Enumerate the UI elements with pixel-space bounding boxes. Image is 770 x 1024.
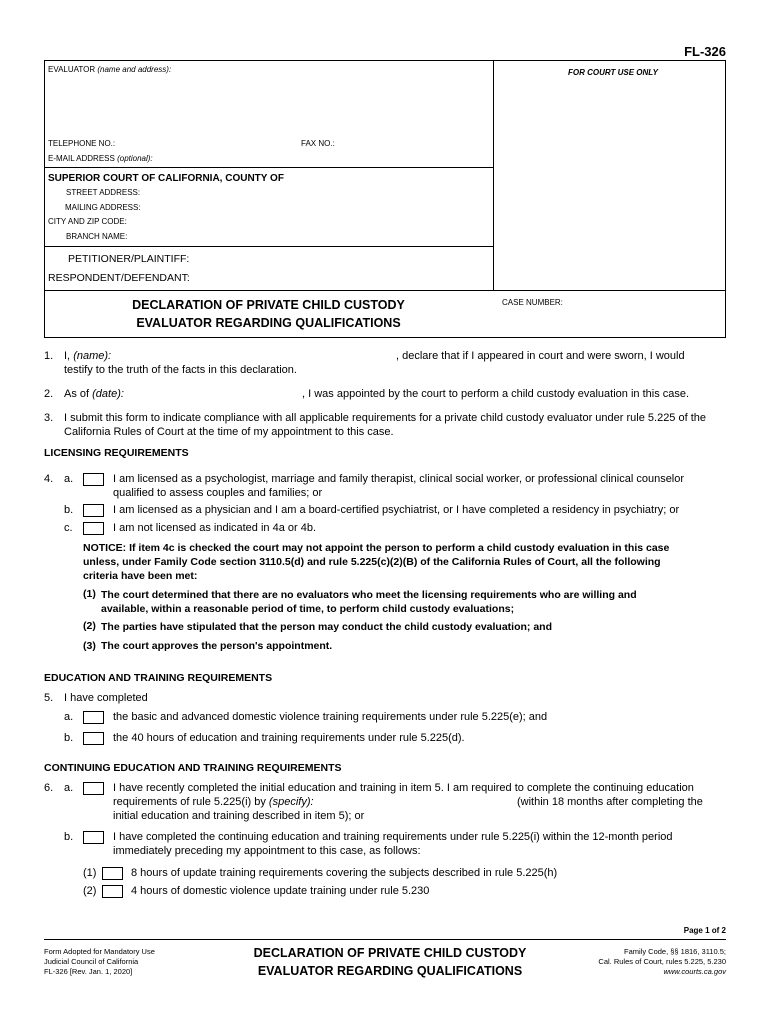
item-3-number: 3.	[44, 412, 54, 424]
item-4-number: 4.	[44, 473, 54, 485]
court-use-divider	[493, 60, 494, 290]
item-6a-letter: a.	[64, 782, 74, 794]
item-4b-letter: b.	[64, 504, 74, 516]
website-link[interactable]: www.courts.ca.gov	[663, 967, 726, 976]
item-4a-text-2: qualified to assess couples and families; or	[113, 487, 323, 499]
criterion-3-text: The court approves the person's appointment.	[101, 640, 333, 652]
item-5a-letter: a.	[64, 711, 74, 723]
item-6a-text: I have recently completed the initial education and training in item 5. I am required to complete the continuing education	[113, 782, 694, 794]
item-5b-letter: b.	[64, 732, 74, 744]
item-6b2-text: 4 hours of domestic violence update training under rule 5.230	[131, 885, 430, 897]
item-6-number: 6.	[44, 782, 54, 794]
item-6a-text-2: requirements of rule 5.225(i) by (specify):	[113, 796, 314, 808]
telephone-label: TELEPHONE NO.:	[48, 139, 116, 148]
notice-text-2: unless, under Family Code section 3110.5(d) and rule 5.225(c)(2)(B) of the California Rules of Court, all the following	[83, 556, 661, 568]
footer-title: DECLARATION OF PRIVATE CHILD CUSTODY EVALUATOR REGARDING QUALIFICATIONS	[253, 946, 527, 978]
criterion-1-text-2: available, within a reasonable period of time, to perform child custody evaluations;	[101, 603, 515, 615]
item-5b-checkbox[interactable]	[83, 732, 104, 745]
item-4c-checkbox[interactable]	[83, 522, 104, 535]
fax-label: FAX NO.:	[301, 139, 335, 148]
branch-name-label: BRANCH NAME:	[66, 232, 128, 241]
page-number: Page 1 of 2	[683, 926, 726, 935]
city-zip-label: CITY AND ZIP CODE:	[48, 217, 127, 226]
continuing-heading: CONTINUING EDUCATION AND TRAINING REQUIREMENTS	[44, 762, 342, 774]
court-name-label: SUPERIOR COURT OF CALIFORNIA, COUNTY OF	[48, 173, 284, 184]
item-4b-checkbox[interactable]	[83, 504, 104, 517]
form-number: FL-326	[684, 44, 726, 59]
item-1-text-2: testify to the truth of the facts in this declaration.	[64, 364, 297, 376]
petitioner-label: PETITIONER/PLAINTIFF:	[68, 253, 190, 265]
item-2-text: , I was appointed by the court to perform a child custody evaluation in this case.	[302, 388, 690, 400]
item-2-intro: As of (date):	[64, 388, 124, 400]
licensing-heading: LICENSING REQUIREMENTS	[44, 447, 189, 459]
item-2-number: 2.	[44, 388, 54, 400]
divider	[44, 290, 726, 291]
form-adoption-info: Form Adopted for Mandatory Use Judicial Council of California FL-326 [Rev. Jan. 1, 2020]	[44, 947, 155, 976]
item-1-number: 1.	[44, 350, 54, 362]
criterion-3-number: (3)	[83, 640, 96, 652]
mailing-address-label: MAILING ADDRESS:	[65, 203, 141, 212]
item-3-text: I submit this form to indicate compliance with all applicable requirements for a private child custody evaluator under rule 5.225 of the	[64, 412, 707, 424]
item-6b2-number: (2)	[83, 885, 97, 897]
item-6b1-checkbox[interactable]	[102, 867, 123, 880]
legal-citations: Family Code, §§ 1816, 3110.5; Cal. Rules of Court, rules 5.225, 5.230 www.courts.ca.gov	[598, 947, 726, 976]
respondent-label: RESPONDENT/DEFENDANT:	[48, 272, 190, 284]
item-6a-text-3: (within 18 months after completing the	[517, 796, 703, 808]
item-4c-letter: c.	[64, 522, 73, 534]
item-5b-text: the 40 hours of education and training requirements under rule 5.225(d).	[113, 732, 465, 744]
item-5a-checkbox[interactable]	[83, 711, 104, 724]
item-3-text-2: California Rules of Court at the time of my appointment to this case.	[64, 426, 394, 438]
criterion-2-number: (2)	[83, 620, 96, 632]
case-number-label: CASE NUMBER:	[502, 298, 563, 307]
criterion-1-text: The court determined that there are no evaluators who meet the licensing requirements who are willing and	[101, 589, 637, 601]
education-heading: EDUCATION AND TRAINING REQUIREMENTS	[44, 672, 273, 684]
item-4c-text: I am not licensed as indicated in 4a or 4b.	[113, 522, 317, 534]
item-4b-text: I am licensed as a physician and I am a board-certified psychiatrist, or I have completed a residency in psychiatry; or	[113, 504, 680, 516]
item-4a-letter: a.	[64, 473, 74, 485]
item-5-number: 5.	[44, 692, 54, 704]
evaluator-label: EVALUATOR (name and address):	[48, 65, 172, 74]
criterion-1-number: (1)	[83, 588, 96, 600]
item-5-intro: I have completed	[64, 692, 148, 704]
item-6b-checkbox[interactable]	[83, 831, 104, 844]
item-5a-text: the basic and advanced domestic violence training requirements under rule 5.225(e); and	[113, 711, 548, 723]
notice-text-3: criteria have been met:	[83, 570, 198, 582]
notice-text: NOTICE: If item 4c is checked the court may not appoint the person to perform a child custody evaluation in this case	[83, 542, 670, 554]
email-label: E-MAIL ADDRESS (optional):	[48, 154, 153, 163]
criterion-2-text: The parties have stipulated that the person may conduct the child custody evaluation; and	[101, 621, 552, 633]
street-address-label: STREET ADDRESS:	[66, 188, 141, 197]
divider	[44, 246, 493, 247]
item-6a-checkbox[interactable]	[83, 782, 104, 795]
divider	[44, 167, 493, 168]
footer-rule	[44, 939, 726, 940]
item-1-text: , declare that if I appeared in court and were sworn, I would	[396, 350, 685, 362]
item-6a-text-4: initial education and training described in item 5); or	[113, 810, 365, 822]
item-6b-letter: b.	[64, 831, 74, 843]
item-6b-text: I have completed the continuing education and training requirements under rule 5.225(i) within the 12-month period	[113, 831, 673, 843]
item-6b1-text: 8 hours of update training requirements covering the subjects described in rule 5.225(h)	[131, 867, 558, 879]
item-6b2-checkbox[interactable]	[102, 885, 123, 898]
item-6b1-number: (1)	[83, 867, 97, 879]
item-6b-text-2: immediately preceding my appointment to this case, as follows:	[113, 845, 421, 857]
form-title: DECLARATION OF PRIVATE CHILD CUSTODY EVALUATOR REGARDING QUALIFICATIONS	[132, 298, 405, 330]
item-1-intro: I, (name):	[64, 350, 112, 362]
item-4a-text: I am licensed as a psychologist, marriage and family therapist, clinical social worker, or professional clinical counselor	[113, 473, 685, 485]
item-4a-checkbox[interactable]	[83, 473, 104, 486]
court-use-label: FOR COURT USE ONLY	[568, 68, 658, 77]
